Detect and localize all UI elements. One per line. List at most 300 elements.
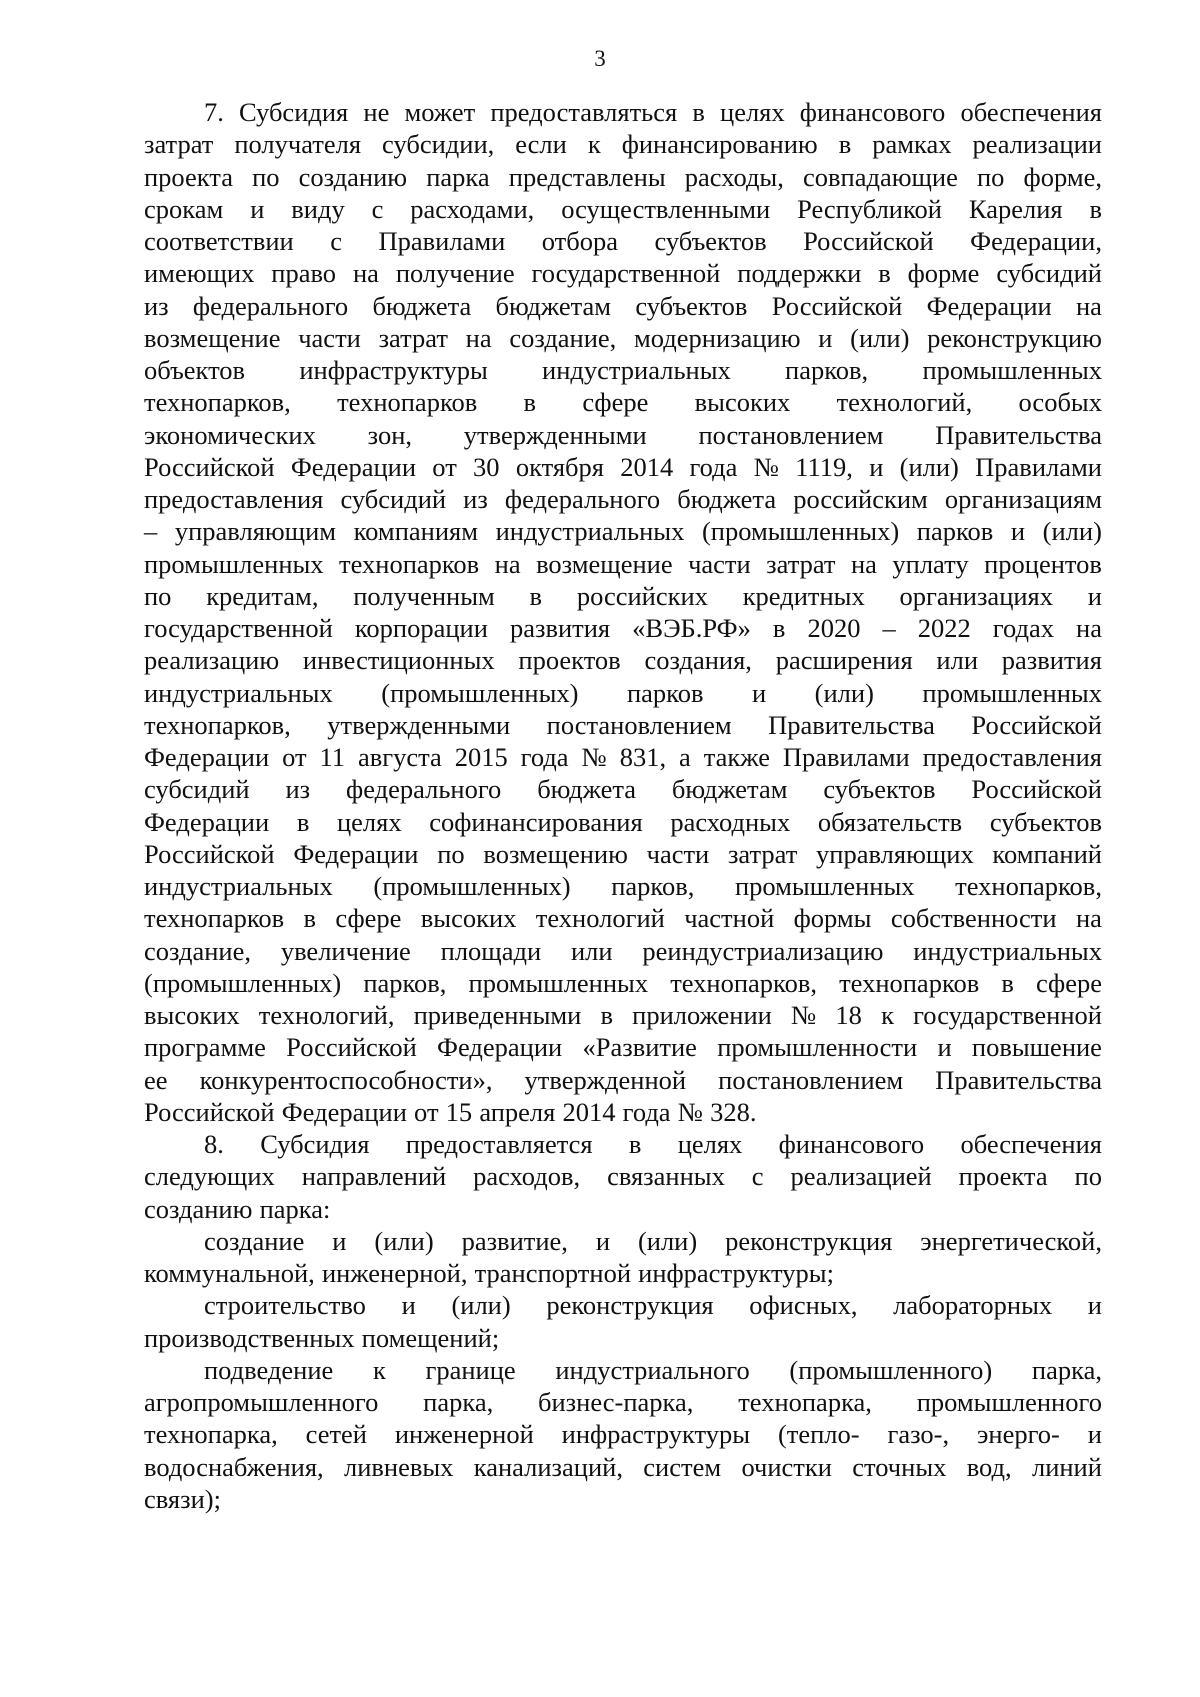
- word: промышленных: [734, 871, 915, 901]
- word: право: [271, 258, 337, 289]
- word: реконструкция: [546, 1290, 714, 1321]
- text-line: [144, 1289, 1102, 1321]
- text-line: [144, 773, 1102, 805]
- word: 2020: [807, 613, 861, 643]
- word: Федерации: [293, 838, 419, 869]
- word: технопарка,: [144, 1419, 278, 1450]
- text-line: [144, 257, 1102, 289]
- word: от: [414, 1096, 439, 1127]
- word: Федерации,: [970, 226, 1102, 256]
- word: ее: [144, 1064, 168, 1095]
- word: газо-,: [887, 1419, 950, 1450]
- word: производственных: [144, 1322, 355, 1353]
- word: полученным: [353, 580, 495, 611]
- word: парка:: [259, 1193, 331, 1224]
- text-line: [144, 1483, 1102, 1515]
- word: управляющих: [816, 838, 974, 869]
- word: в: [1089, 193, 1102, 224]
- word: сфере: [582, 387, 649, 418]
- word: создание,: [509, 322, 617, 353]
- word: Правительства: [935, 419, 1102, 450]
- text-line: [144, 644, 1102, 676]
- word: Федерации: [281, 1096, 407, 1127]
- word: субъектов: [635, 290, 748, 321]
- text-line: [144, 580, 1102, 612]
- word: обязательств: [817, 806, 963, 837]
- word: развитие,: [461, 1225, 568, 1256]
- word: создания,: [644, 645, 752, 676]
- word: парка: [426, 161, 490, 192]
- text-line: [144, 161, 1102, 193]
- word: субсидий: [144, 774, 250, 805]
- word: Российской: [144, 451, 275, 482]
- word: увеличение: [280, 935, 411, 966]
- word: приложении: [632, 1000, 772, 1030]
- word: организациям: [944, 484, 1102, 514]
- word: Федерации: [144, 806, 270, 837]
- word: постановлением: [546, 709, 732, 740]
- text-line: [144, 709, 1102, 741]
- word: в: [600, 1000, 613, 1030]
- word: если: [515, 129, 567, 160]
- text-line: [144, 806, 1102, 838]
- word: может: [404, 97, 476, 127]
- word: развития: [1001, 645, 1102, 676]
- text-line: [144, 1257, 1102, 1289]
- word: части: [298, 322, 361, 353]
- word: постановлением: [698, 419, 884, 450]
- word: (или): [850, 322, 910, 353]
- text-line: [144, 1451, 1102, 1483]
- word: утвержденными: [327, 709, 511, 740]
- word: целях: [336, 806, 402, 837]
- word: субъектов: [989, 806, 1102, 837]
- word: проектов: [518, 645, 621, 676]
- word: государственной: [144, 613, 333, 643]
- word: финансового: [799, 97, 946, 127]
- word: реализации: [972, 129, 1102, 160]
- text-line: [144, 1031, 1102, 1063]
- word: Субсидия: [239, 97, 349, 127]
- word: Федерации: [437, 1032, 563, 1063]
- word: проекта: [958, 1161, 1048, 1192]
- word: Правилами: [782, 742, 910, 772]
- word: реконструкция: [725, 1225, 893, 1256]
- word: площади: [440, 935, 542, 966]
- word: и: [1010, 516, 1026, 547]
- word: осуществленными: [561, 193, 771, 224]
- text-line: [144, 1096, 1102, 1128]
- word: кредитных: [742, 580, 865, 611]
- word: индустриального: [555, 1354, 750, 1385]
- word: №: [790, 1000, 817, 1030]
- word: технопарков,: [670, 967, 817, 998]
- word: и: [869, 451, 884, 482]
- word: развития: [509, 613, 611, 643]
- word: в: [529, 580, 543, 611]
- word: промышленных: [144, 548, 324, 579]
- word: форме: [907, 258, 980, 289]
- word: от: [432, 451, 457, 482]
- word: и: [250, 193, 265, 224]
- word: технопарков: [839, 967, 980, 998]
- word: расширения: [775, 645, 913, 676]
- word: (промышленных): [381, 677, 579, 708]
- word: года: [689, 451, 738, 482]
- word: к: [881, 1000, 894, 1030]
- word: федерального: [346, 774, 502, 805]
- word: бюджетам: [495, 290, 612, 321]
- word: в: [692, 97, 705, 127]
- word: «ВЭБ.РФ»: [632, 613, 751, 643]
- word: постановлением: [718, 1064, 904, 1095]
- word: затрат: [378, 322, 448, 353]
- word: корпорации: [354, 613, 488, 643]
- word: индустриальных: [144, 677, 333, 708]
- word: связи);: [144, 1483, 221, 1514]
- word: энерго-: [977, 1419, 1060, 1450]
- word: расходами,: [410, 193, 535, 224]
- text-line: [144, 483, 1102, 515]
- word: водоснабжения,: [144, 1451, 324, 1482]
- word: №: [581, 742, 607, 772]
- word: 15: [445, 1096, 473, 1127]
- word: кредитам,: [206, 580, 319, 611]
- word: (промышленного): [789, 1354, 993, 1385]
- word: расходных: [670, 806, 791, 837]
- word: промышленного: [916, 1387, 1102, 1417]
- word: созданию: [144, 1193, 253, 1224]
- word: на: [352, 258, 379, 289]
- word: по: [437, 838, 465, 869]
- word: сфере: [1035, 967, 1102, 998]
- word: возмещение: [144, 322, 281, 353]
- word: к: [587, 129, 601, 160]
- word: отбора: [541, 226, 618, 256]
- word: технопарка,: [738, 1387, 872, 1417]
- word: –: [144, 516, 158, 547]
- word: технопарков: [339, 548, 480, 579]
- word: (тепло-: [777, 1419, 860, 1450]
- word: инфраструктуры: [561, 1419, 751, 1450]
- word: и: [595, 1225, 611, 1256]
- word: повышение: [971, 1032, 1102, 1063]
- word: –: [882, 613, 896, 643]
- word: получателя: [234, 129, 362, 160]
- word: или: [570, 935, 613, 966]
- word: следующих: [144, 1161, 275, 1192]
- word: софинансирования: [429, 806, 643, 837]
- word: целях: [720, 97, 785, 127]
- word: парка,: [1031, 1354, 1102, 1385]
- word: Правилами: [378, 226, 506, 256]
- word: Российской: [803, 226, 934, 256]
- word: 2014: [620, 451, 674, 482]
- word: и: [1087, 1290, 1102, 1321]
- word: (или): [814, 677, 874, 708]
- word: парков,: [611, 871, 695, 901]
- word: технопарков,: [955, 871, 1102, 901]
- word: приведенными: [413, 1000, 582, 1030]
- word: утвержденной: [524, 1064, 687, 1095]
- text-line: [144, 193, 1102, 225]
- word: в: [1001, 967, 1014, 998]
- word: инженерной,: [321, 1258, 468, 1288]
- word: помещений;: [361, 1322, 500, 1353]
- word: технопарков: [337, 387, 478, 418]
- word: парков,: [785, 355, 869, 385]
- word: года: [520, 742, 569, 772]
- text-line: [144, 935, 1102, 967]
- word: энергетической,: [920, 1225, 1102, 1256]
- word: срокам: [144, 193, 224, 224]
- word: части: [688, 548, 751, 579]
- word: парка,: [423, 1387, 494, 1417]
- word: субъектов: [654, 226, 767, 256]
- word: (или): [899, 451, 959, 482]
- word: на: [465, 322, 492, 353]
- word: Республикой: [797, 193, 942, 224]
- word: промышленных: [922, 355, 1102, 385]
- word: собственности: [890, 903, 1057, 934]
- word: частной: [684, 903, 775, 934]
- word: промышленности: [717, 1032, 918, 1063]
- word: зон,: [367, 419, 413, 450]
- word: бюджетам: [671, 774, 788, 805]
- word: в: [303, 903, 317, 934]
- text-line: [144, 96, 1102, 128]
- word: Правительства: [768, 709, 935, 740]
- word: государственной: [531, 258, 721, 289]
- word: и: [401, 1290, 416, 1321]
- text-line: [144, 515, 1102, 547]
- word: затрат: [727, 838, 798, 869]
- word: расходов,: [473, 1161, 581, 1192]
- word: уплату: [892, 548, 969, 579]
- word: технопарков,: [144, 387, 291, 418]
- text-line: [144, 741, 1102, 773]
- word: промышленных: [922, 677, 1102, 708]
- word: (или): [374, 1225, 434, 1256]
- word: созданию: [298, 161, 408, 192]
- word: также: [703, 742, 770, 772]
- word: индустриальных: [495, 516, 685, 547]
- text-line: [144, 1128, 1102, 1160]
- word: возмещение: [536, 548, 673, 579]
- word: канализаций,: [473, 1451, 623, 1482]
- word: бизнес-парка,: [538, 1387, 694, 1417]
- text-line: [144, 128, 1102, 160]
- word: и: [751, 677, 767, 708]
- word: и: [1087, 580, 1102, 611]
- text-line: [144, 225, 1102, 257]
- word: апреля: [479, 1096, 556, 1127]
- text-line: [144, 1418, 1102, 1450]
- word: на: [850, 548, 877, 579]
- word: реконструкцию: [927, 322, 1102, 353]
- word: 2014: [562, 1096, 616, 1127]
- word: лабораторных: [893, 1290, 1053, 1321]
- word: реиндустриализацию: [642, 935, 884, 966]
- word: компаниям: [353, 516, 478, 547]
- word: высоких: [694, 387, 791, 418]
- word: предоставляться: [490, 97, 678, 127]
- word: имеющих: [144, 258, 255, 289]
- word: технологий: [535, 903, 665, 934]
- word: поддержки: [737, 258, 862, 289]
- word: Субсидия: [260, 1129, 370, 1159]
- word: формы: [793, 903, 872, 934]
- word: утвержденными: [463, 419, 647, 450]
- word: (промышленных): [144, 967, 342, 998]
- text-line: [144, 354, 1102, 386]
- word: строительство: [204, 1290, 366, 1321]
- word: 7.: [204, 97, 224, 127]
- word: августа: [357, 742, 442, 772]
- word: по: [252, 161, 280, 192]
- text-line: [144, 1064, 1102, 1096]
- text-line: [144, 419, 1102, 451]
- word: Российской: [971, 709, 1102, 740]
- word: на: [1075, 290, 1102, 321]
- word: создание,: [144, 935, 251, 966]
- word: 18: [835, 1000, 862, 1030]
- word: по: [976, 161, 1005, 192]
- word: №: [753, 451, 779, 482]
- word: в: [523, 387, 537, 418]
- word: или: [936, 645, 979, 676]
- word: индустриальных: [144, 871, 333, 901]
- word: систем: [643, 1451, 722, 1482]
- word: технологий,: [258, 1000, 395, 1030]
- word: субсидии,: [382, 129, 495, 160]
- word: годах: [992, 613, 1054, 643]
- text-line: [144, 548, 1102, 580]
- word: форме,: [1023, 161, 1102, 192]
- word: на: [1075, 903, 1102, 934]
- word: финансированию: [621, 129, 818, 160]
- word: от: [282, 742, 307, 772]
- word: технологий,: [836, 387, 973, 418]
- word: обеспечения: [960, 97, 1102, 127]
- word: и: [1087, 1419, 1102, 1450]
- word: и: [937, 1032, 952, 1063]
- word: вод,: [966, 1451, 1012, 1482]
- word: 11: [319, 742, 346, 772]
- word: высоких: [420, 903, 517, 934]
- word: 2015: [454, 742, 508, 772]
- word: коммунальной,: [144, 1258, 315, 1288]
- word: расходы,: [684, 161, 784, 192]
- text-line: [144, 870, 1102, 902]
- word: октября: [515, 451, 604, 482]
- word: а: [679, 742, 691, 772]
- word: затрат: [144, 129, 214, 160]
- word: парков: [916, 516, 994, 547]
- word: 1119,: [795, 451, 853, 482]
- word: по: [1074, 1161, 1102, 1192]
- word: (или): [637, 1225, 698, 1256]
- word: из: [144, 290, 169, 321]
- text-line: [144, 677, 1102, 709]
- word: в: [772, 613, 786, 643]
- page-number: 3: [594, 46, 606, 71]
- text-line: [144, 999, 1102, 1031]
- word: 30: [473, 451, 500, 482]
- word: компаний: [992, 838, 1102, 869]
- word: «Развитие: [582, 1032, 697, 1063]
- word: к: [372, 1354, 386, 1385]
- word: российских: [576, 580, 708, 611]
- word: соответствии: [144, 226, 294, 256]
- word: сточных: [852, 1451, 947, 1482]
- word: государственной: [913, 1000, 1102, 1030]
- word: направлений: [301, 1161, 447, 1192]
- word: реализацией: [790, 1161, 932, 1192]
- word: финансового: [778, 1129, 925, 1159]
- word: не: [363, 97, 390, 127]
- word: предоставляется: [405, 1129, 593, 1159]
- document-body: [144, 96, 1102, 1515]
- word: реализацию: [144, 645, 280, 676]
- word: возмещению: [483, 838, 628, 869]
- word: высоких: [144, 1000, 240, 1030]
- word: Российской: [971, 774, 1102, 805]
- word: (или): [451, 1290, 511, 1321]
- word: рамках: [872, 129, 952, 160]
- word: конкурентоспособности»,: [199, 1064, 493, 1095]
- word: программе: [144, 1032, 266, 1063]
- word: промышленных: [468, 967, 649, 998]
- word: линий: [1031, 1451, 1102, 1482]
- word: агропромышленного: [144, 1387, 379, 1417]
- word: с: [751, 1161, 764, 1192]
- word: Российской: [286, 1032, 417, 1063]
- word: сетей: [305, 1419, 367, 1450]
- word: совпадающие: [803, 161, 958, 192]
- word: Карелия: [968, 193, 1063, 224]
- text-line: [144, 451, 1102, 483]
- word: экономических: [144, 419, 316, 450]
- text-line: [144, 1386, 1102, 1418]
- word: особых: [1018, 387, 1102, 418]
- word: ливневых: [343, 1451, 454, 1482]
- word: предоставления: [922, 742, 1102, 772]
- word: в: [838, 129, 852, 160]
- word: управляющим: [174, 516, 337, 547]
- word: с: [330, 226, 342, 256]
- word: 8.: [204, 1129, 224, 1159]
- word: в: [878, 258, 891, 289]
- word: индустриальных: [913, 935, 1102, 966]
- word: модернизацию: [634, 322, 801, 353]
- text-line: [144, 1225, 1102, 1257]
- word: офисных,: [749, 1290, 858, 1321]
- word: и: [818, 322, 833, 353]
- word: парков: [626, 677, 704, 708]
- word: проекта: [144, 161, 233, 192]
- word: Федерации: [144, 742, 270, 772]
- word: Федерации: [926, 290, 1052, 321]
- word: инженерной: [394, 1419, 534, 1450]
- word: Федерации: [290, 451, 417, 482]
- word: №: [677, 1096, 704, 1127]
- word: субсидий: [340, 484, 447, 514]
- word: бюджета: [372, 290, 472, 321]
- word: Российской: [771, 290, 903, 321]
- word: в: [628, 1129, 642, 1159]
- word: инфраструктуры;: [638, 1258, 834, 1288]
